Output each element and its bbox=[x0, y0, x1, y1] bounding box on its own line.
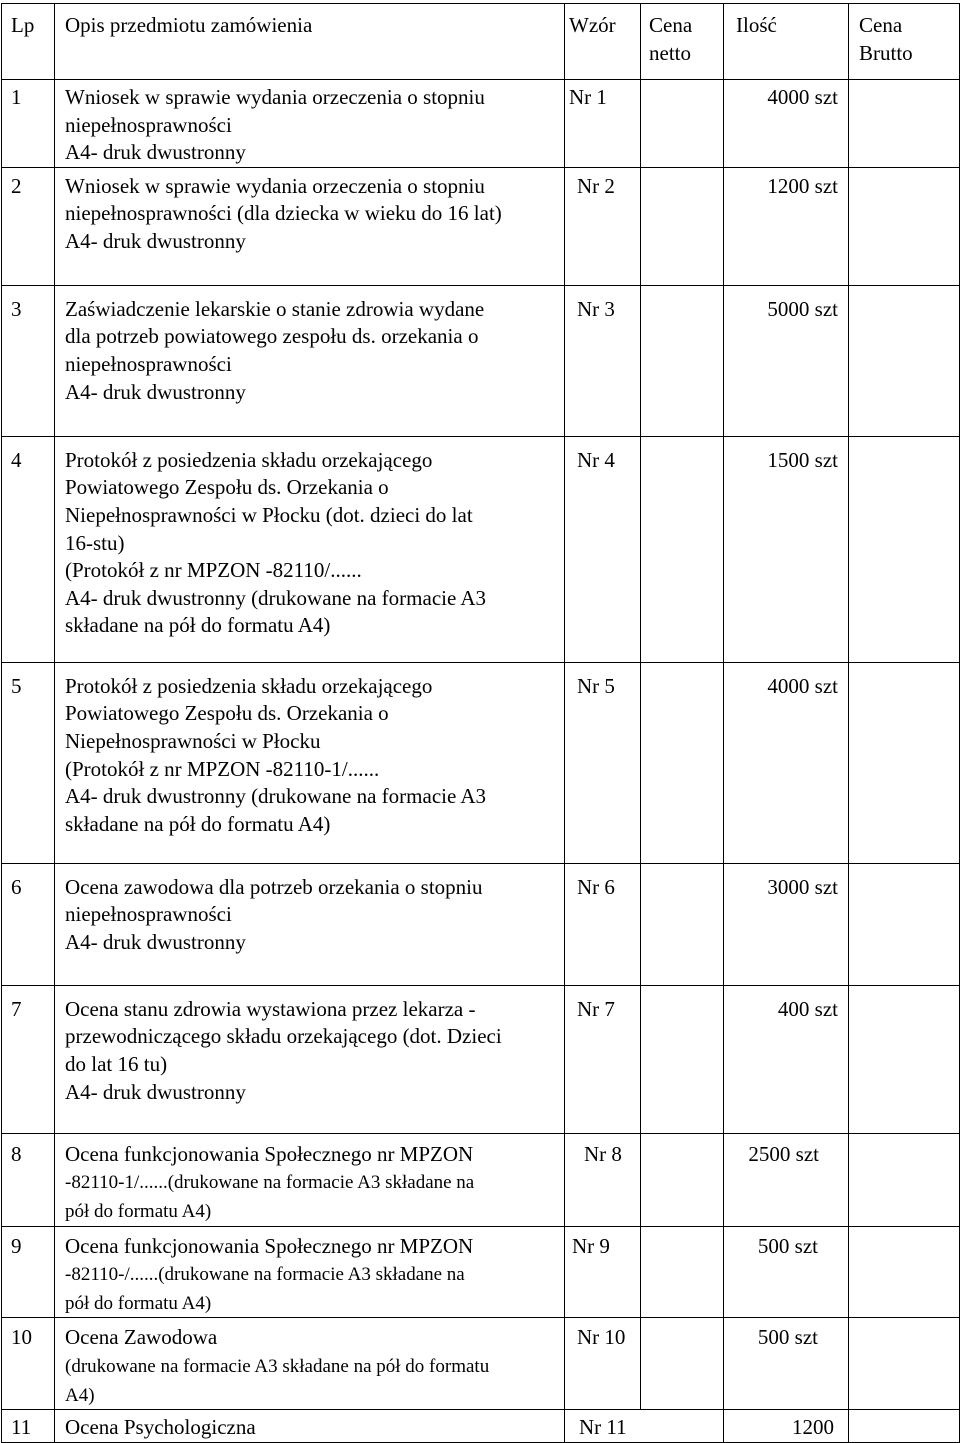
row-template: Nr 10 bbox=[565, 1318, 641, 1410]
row-gross-price bbox=[849, 985, 960, 1133]
row-template: Nr 7 bbox=[565, 985, 641, 1133]
row-gross-price bbox=[849, 167, 960, 285]
row-quantity: 2500 szt bbox=[724, 1133, 849, 1226]
row-net-price bbox=[641, 80, 724, 168]
row-quantity: 500 szt bbox=[724, 1318, 849, 1410]
row-quantity: 4000 szt bbox=[724, 80, 849, 168]
row-gross-price bbox=[849, 1410, 960, 1443]
row-description bbox=[55, 1226, 565, 1318]
row-lp: 4 bbox=[2, 436, 55, 662]
row-template: Nr 9 bbox=[565, 1226, 641, 1318]
table-row bbox=[2, 436, 960, 662]
row-gross-price bbox=[849, 863, 960, 985]
row-description: Ocena stanu zdrowia wystawiona przez lekarza - przewodniczącego składu orzekającego (dot. Dzieci do lat 16 tu) A4- druk dwustronny bbox=[55, 985, 565, 1133]
row-description-main: Ocena funkcjonowania Społecznego nr MPZON bbox=[65, 1141, 474, 1166]
header-gross-price: Cena Brutto bbox=[849, 4, 960, 80]
header-net-price: Cena netto bbox=[641, 4, 724, 80]
row-lp: 3 bbox=[2, 285, 55, 436]
table-row bbox=[2, 80, 960, 168]
row-gross-price bbox=[849, 1318, 960, 1410]
table-row bbox=[2, 863, 960, 985]
row-description: Protokół z posiedzenia składu orzekającego Powiatowego Zespołu ds. Orzekania o Niepełnosprawności w Płocku (Protokół z nr MPZON -82110-1/...... A4- druk dwustronny (drukowane na formacie A3 składane na pół do formatu A4) bbox=[55, 662, 565, 863]
row-description: Ocena zawodowa dla potrzeb orzekania o stopniu niepełnosprawności A4- druk dwustronny bbox=[55, 863, 565, 985]
row-description-main: Ocena Zawodowa bbox=[65, 1325, 218, 1350]
row-net-price bbox=[641, 863, 724, 985]
header-lp: Lp bbox=[2, 4, 55, 80]
table-row bbox=[2, 167, 960, 285]
row-lp: 1 bbox=[2, 80, 55, 168]
row-description-detail: (drukowane na formacie A3 składane na pół do formatu A4) bbox=[65, 1355, 490, 1406]
row-lp: 10 bbox=[2, 1318, 55, 1410]
row-template: Nr 4 bbox=[565, 436, 641, 662]
row-lp: 7 bbox=[2, 985, 55, 1133]
row-template: Nr 11 bbox=[565, 1410, 724, 1443]
row-lp: 9 bbox=[2, 1226, 55, 1318]
table-row bbox=[2, 1318, 960, 1410]
table-row bbox=[2, 1133, 960, 1226]
row-net-price bbox=[641, 1226, 724, 1318]
row-net-price bbox=[641, 662, 724, 863]
row-gross-price bbox=[849, 436, 960, 662]
row-net-price bbox=[641, 1133, 724, 1226]
row-net-price bbox=[641, 285, 724, 436]
row-template: Nr 6 bbox=[565, 863, 641, 985]
header-template: Wzór bbox=[565, 4, 641, 80]
row-lp: 6 bbox=[2, 863, 55, 985]
order-table bbox=[1, 3, 960, 1443]
row-quantity: 400 szt bbox=[724, 985, 849, 1133]
header-row bbox=[2, 4, 960, 80]
row-quantity: 1500 szt bbox=[724, 436, 849, 662]
row-lp: 5 bbox=[2, 662, 55, 863]
row-quantity: 3000 szt bbox=[724, 863, 849, 985]
row-gross-price bbox=[849, 80, 960, 168]
row-description: Ocena Psychologiczna bbox=[55, 1410, 565, 1443]
row-description: Wniosek w sprawie wydania orzeczenia o stopniu niepełnosprawności A4- druk dwustronny bbox=[55, 80, 565, 168]
table-row bbox=[2, 985, 960, 1133]
row-description: Protokół z posiedzenia składu orzekającego Powiatowego Zespołu ds. Orzekania o Niepełnosprawności w Płocku (dot. dzieci do lat 16-stu) (Protokół z nr MPZON -82110/...... A4- druk dwustronny (drukowane na formacie A3 składane na pół do formatu A4) bbox=[55, 436, 565, 662]
row-quantity: 500 szt bbox=[724, 1226, 849, 1318]
header-description: Opis przedmiotu zamówienia bbox=[55, 4, 565, 80]
row-lp: 2 bbox=[2, 167, 55, 285]
row-quantity: 5000 szt bbox=[724, 285, 849, 436]
row-description bbox=[55, 1318, 565, 1410]
table-row bbox=[2, 1226, 960, 1318]
row-gross-price bbox=[849, 1133, 960, 1226]
table-row bbox=[2, 285, 960, 436]
row-lp: 8 bbox=[2, 1133, 55, 1226]
row-template: Nr 2 bbox=[565, 167, 641, 285]
row-description: Zaświadczenie lekarskie o stanie zdrowia wydane dla potrzeb powiatowego zespołu ds. orzekania o niepełnosprawności A4- druk dwustronny bbox=[55, 285, 565, 436]
row-lp: 11 bbox=[2, 1410, 55, 1443]
row-quantity: 4000 szt bbox=[724, 662, 849, 863]
row-quantity: 1200 szt bbox=[724, 167, 849, 285]
row-gross-price bbox=[849, 662, 960, 863]
row-net-price bbox=[641, 167, 724, 285]
row-template: Nr 1 bbox=[565, 80, 641, 168]
row-description: Wniosek w sprawie wydania orzeczenia o stopniu niepełnosprawności (dla dziecka w wieku do 16 lat) A4- druk dwustronny bbox=[55, 167, 565, 285]
row-description-main: Ocena funkcjonowania Społecznego nr MPZON bbox=[65, 1233, 474, 1258]
row-quantity: 1200 bbox=[724, 1410, 849, 1443]
row-description bbox=[55, 1133, 565, 1226]
header-quantity: Ilość bbox=[724, 4, 849, 80]
row-net-price bbox=[641, 1318, 724, 1410]
row-net-price bbox=[641, 985, 724, 1133]
row-template: Nr 3 bbox=[565, 285, 641, 436]
row-net-price bbox=[641, 436, 724, 662]
table-row bbox=[2, 662, 960, 863]
row-description-detail: -82110-/......(drukowane na formacie A3 składane na pół do formatu A4) bbox=[65, 1264, 465, 1314]
row-template: Nr 5 bbox=[565, 662, 641, 863]
row-description-detail: -82110-1/......(drukowane na formacie A3 składane na pół do formatu A4) bbox=[65, 1172, 475, 1222]
row-gross-price bbox=[849, 285, 960, 436]
table-row bbox=[2, 1410, 960, 1443]
row-gross-price bbox=[849, 1226, 960, 1318]
row-template: Nr 8 bbox=[565, 1133, 641, 1226]
